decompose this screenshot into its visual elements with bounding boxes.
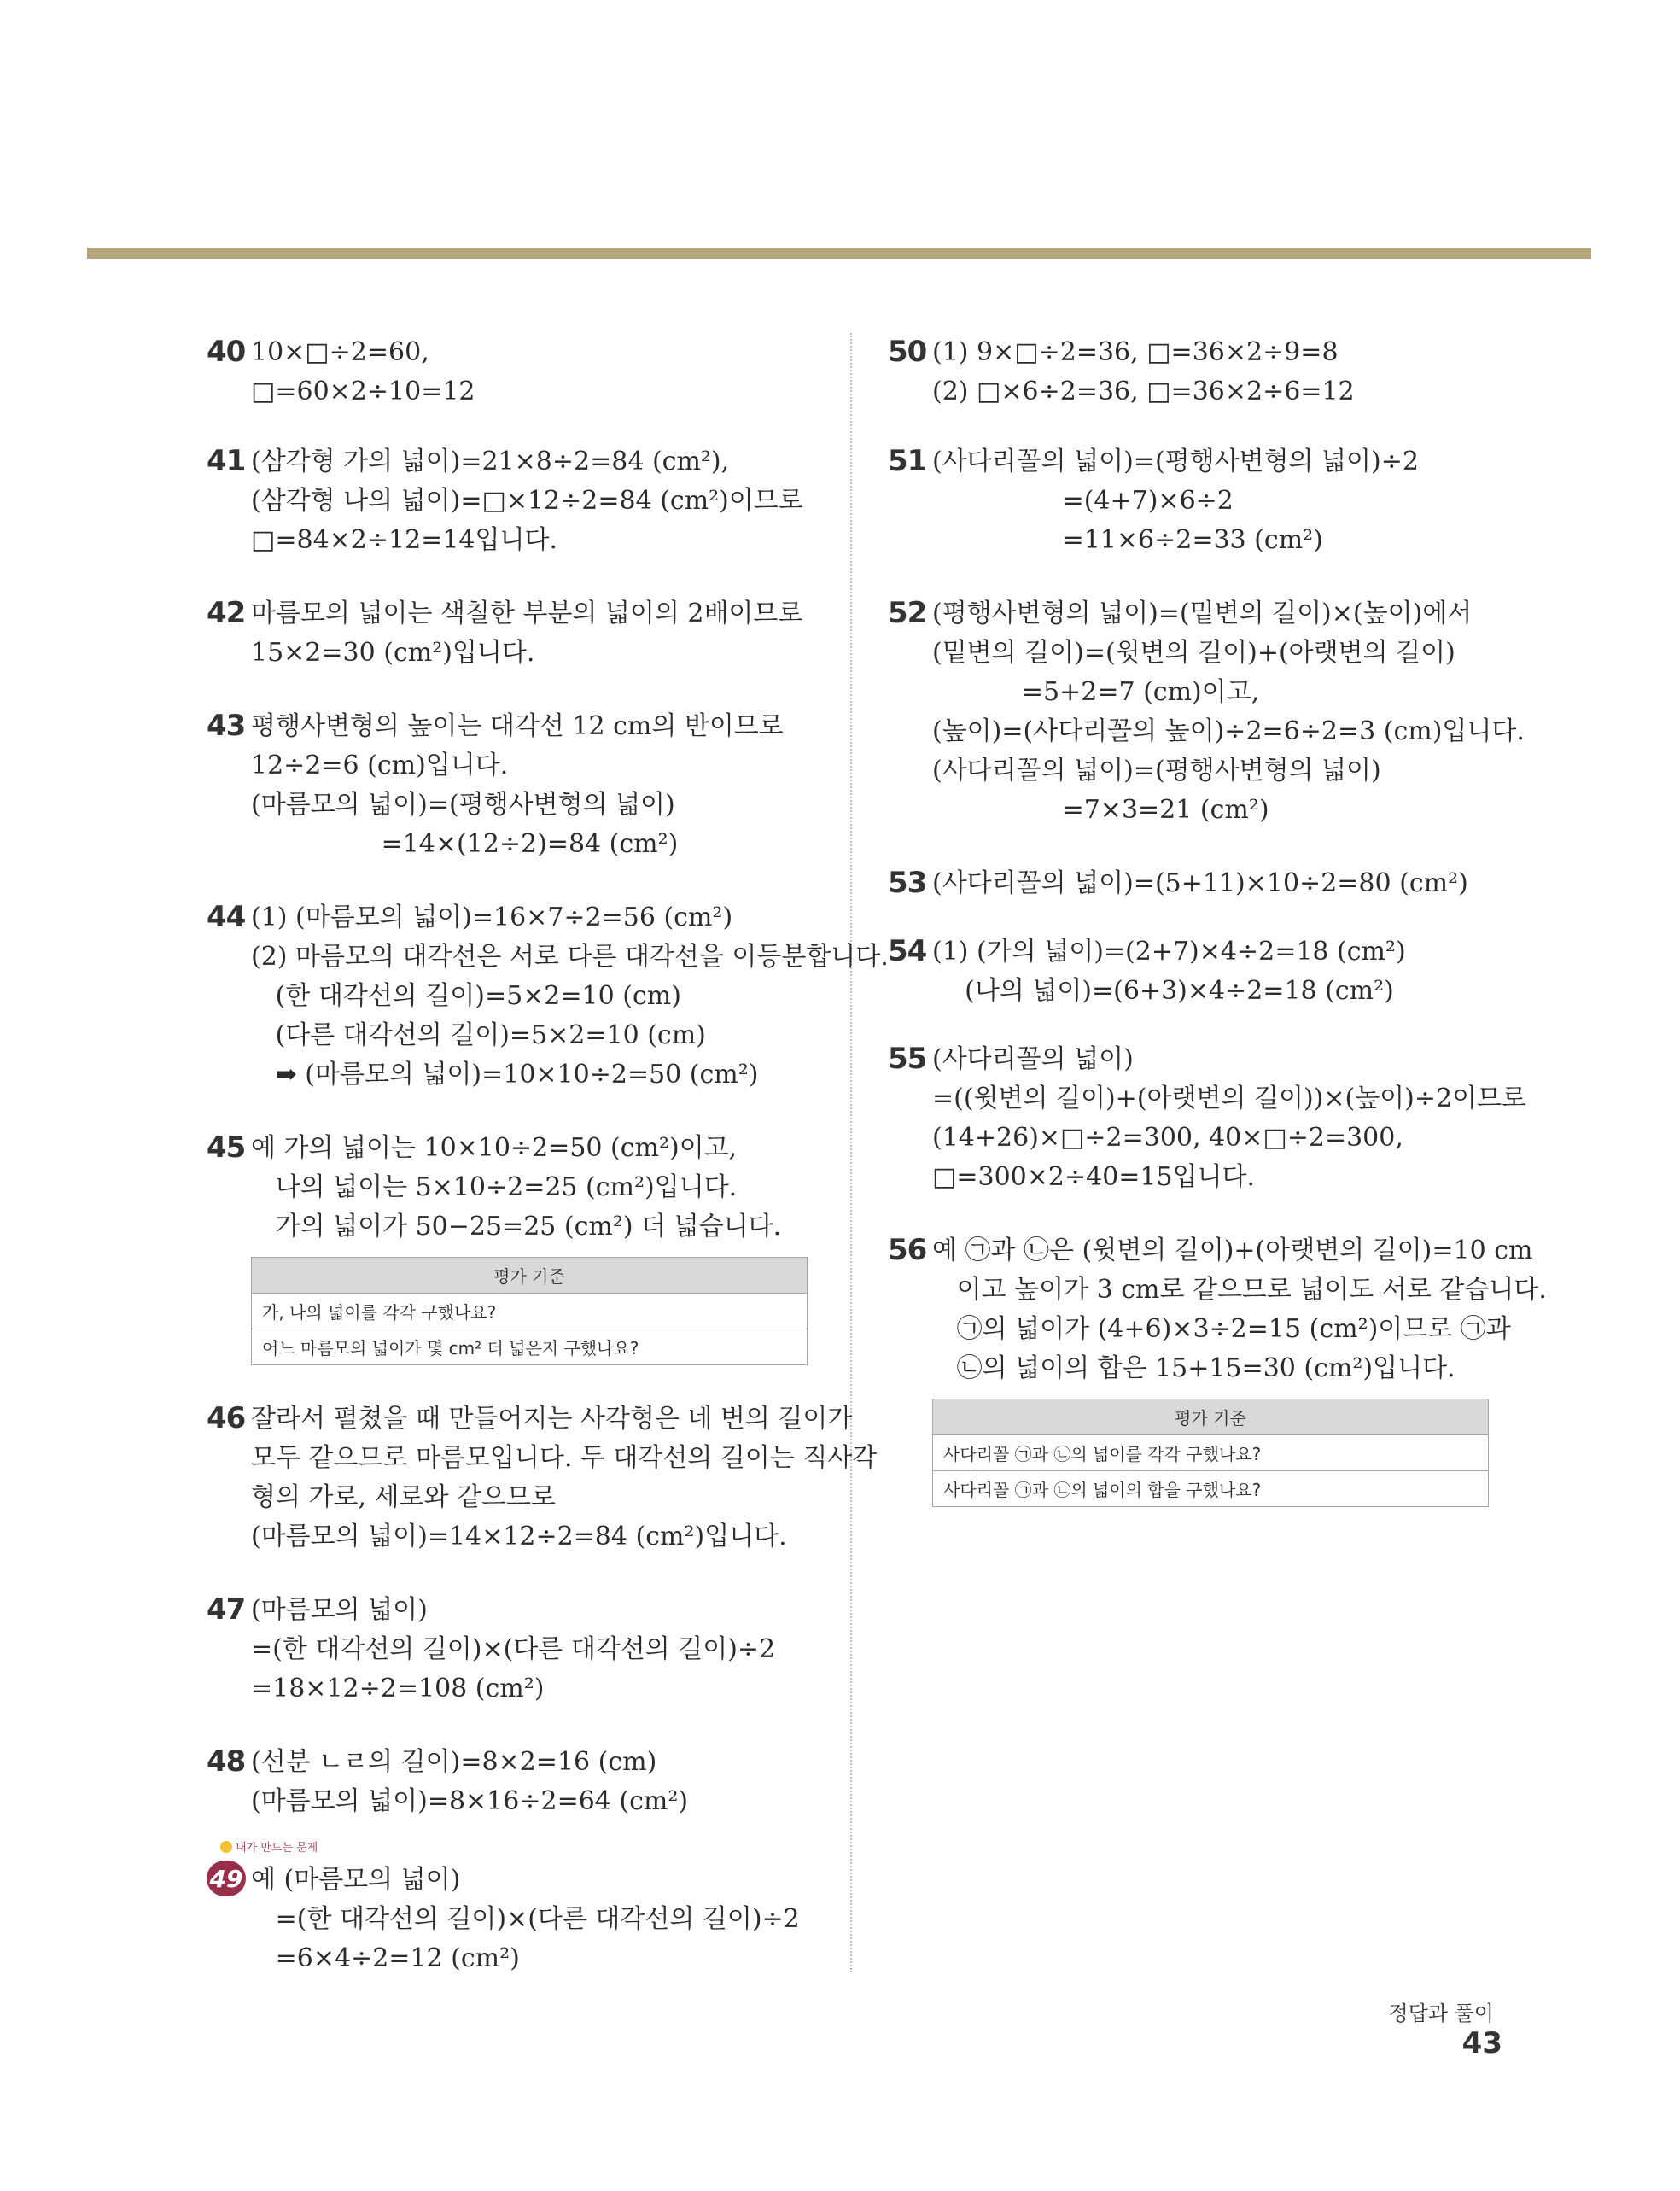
problem-48 [207, 1743, 821, 1821]
problem-body [251, 333, 821, 412]
smile-icon [220, 1841, 232, 1853]
solution-line: (2) 마름모의 대각선은 서로 다른 대각선을 이등분합니다. [251, 942, 889, 972]
solution-line: =(한 대각선의 길이)×(다른 대각선의 길이)÷2 [251, 1634, 776, 1664]
solution-line: 형의 가로, 세로와 같으므로 [251, 1482, 556, 1512]
problem-number: 42 [207, 596, 246, 630]
criteria-row [933, 1471, 1489, 1507]
page-number: 43 [1461, 2026, 1502, 2060]
header-rule [87, 248, 1591, 259]
problem-42 [207, 594, 821, 673]
problem-number: 46 [207, 1401, 246, 1435]
solution-line: (선분 ㄴㄹ의 길이)=8×2=16 (cm) [251, 1747, 657, 1777]
criteria-table [932, 1399, 1489, 1507]
solution-line: (밑변의 길이)=(윗변의 길이)+(아랫변의 길이) [932, 638, 1455, 668]
criteria-header-row [252, 1258, 808, 1294]
problem-number: 43 [207, 709, 246, 743]
criteria-row [252, 1329, 808, 1365]
problem-body [932, 333, 1545, 412]
problem-47 [207, 1591, 821, 1709]
solution-line: (1) 9×□÷2=36, □=36×2÷9=8 [932, 337, 1339, 367]
problem-number: 56 [888, 1233, 927, 1267]
problem-body [251, 1129, 821, 1247]
solution-line: (한 대각선의 길이)=5×2=10 (cm) [251, 981, 681, 1011]
criteria-header: 평가 기준 [252, 1258, 808, 1294]
criteria-row [933, 1435, 1489, 1471]
solution-line: =11×6÷2=33 (cm²) [932, 525, 1323, 555]
solution-line: 잘라서 펼쳤을 때 만들어지는 사각형은 네 변의 길이가 [251, 1404, 853, 1434]
criteria-item: 사다리꼴 ㉠과 ㉡의 넓이의 합을 구했나요? [933, 1471, 1489, 1507]
solution-line: 가의 넓이가 50−25=25 (cm²) 더 넓습니다. [251, 1212, 782, 1242]
problem-number: 50 [888, 335, 927, 369]
problem-number: 52 [888, 596, 927, 630]
problem-body [932, 932, 1545, 1011]
solution-line: (평행사변형의 넓이)=(밑변의 길이)×(높이)에서 [932, 599, 1473, 628]
problem-body [251, 594, 821, 673]
problem-number: 48 [207, 1744, 246, 1779]
problem-43 [207, 707, 821, 864]
solution-line: =14×(12÷2)=84 (cm²) [251, 829, 679, 859]
problem-50 [888, 333, 1545, 412]
solution-line: =(한 대각선의 길이)×(다른 대각선의 길이)÷2 [251, 1904, 800, 1934]
solution-line: (다른 대각선의 길이)=5×2=10 (cm) [251, 1020, 706, 1050]
problem-body [251, 442, 821, 560]
problem-46 [207, 1399, 878, 1557]
problem-body [251, 1743, 821, 1821]
problem-body [932, 1040, 1545, 1197]
right-column [888, 333, 1545, 1507]
problem-body [251, 1861, 821, 1978]
problem-49 [207, 1838, 821, 1978]
solution-line: (2) □×6÷2=36, □=36×2÷6=12 [932, 377, 1355, 406]
problem-54 [888, 932, 1545, 1011]
problem-44 [207, 898, 889, 1095]
solution-line: =18×12÷2=108 (cm²) [251, 1674, 545, 1703]
solution-line: 12÷2=6 (cm)입니다. [251, 751, 509, 780]
solution-line: (마름모의 넓이)=8×16÷2=64 (cm²) [251, 1786, 689, 1816]
problem-40 [207, 333, 821, 412]
solution-line: 모두 같으므로 마름모입니다. 두 대각선의 길이는 직사각 [251, 1443, 878, 1473]
footer-title: 정답과 풀이 [1388, 2001, 1494, 2025]
solution-line: □=84×2÷12=14입니다. [251, 525, 557, 555]
solution-line: (높이)=(사다리꼴의 높이)÷2=6÷2=3 (cm)입니다. [932, 716, 1525, 746]
problem-number: 47 [207, 1592, 246, 1627]
problem-number: 53 [888, 866, 927, 900]
solution-line: (사다리꼴의 넓이)=(평행사변형의 넓이) [932, 756, 1381, 786]
solution-line: 이고 높이가 3 cm로 같으므로 넓이도 서로 같습니다. [932, 1275, 1547, 1305]
solution-line: 나의 넓이는 5×10÷2=25 (cm²)입니다. [251, 1172, 738, 1202]
solution-line: =6×4÷2=12 (cm²) [251, 1943, 520, 1973]
solution-line: ㉡의 넓이의 합은 15+15=30 (cm²)입니다. [932, 1353, 1455, 1383]
solution-line: (1) (마름모의 넓이)=16×7÷2=56 (cm²) [251, 903, 733, 932]
problem-body [251, 1591, 821, 1709]
solution-line: 마름모의 넓이는 색칠한 부분의 넓이의 2배이므로 [251, 599, 803, 628]
solution-line: ㉠의 넓이가 (4+6)×3÷2=15 (cm²)이므로 ㉠과 [932, 1314, 1511, 1344]
solution-line: ➡ (마름모의 넓이)=10×10÷2=50 (cm²) [251, 1060, 759, 1090]
problem-56 [888, 1231, 1545, 1507]
solution-line: (마름모의 넓이)=14×12÷2=84 (cm²)입니다. [251, 1522, 787, 1551]
problem-45 [207, 1129, 821, 1365]
problem-number-badge: 49 [207, 1861, 246, 1896]
my-problem-label-text: 내가 만드는 문제 [236, 1842, 318, 1855]
problem-number: 55 [888, 1042, 927, 1076]
problem-body [932, 594, 1545, 830]
left-column [207, 333, 889, 1978]
left-problems [207, 333, 889, 1821]
problem-number: 51 [888, 444, 927, 478]
problem-body [932, 442, 1545, 560]
problem-number: 45 [207, 1131, 246, 1165]
page-footer [1349, 1996, 1502, 2060]
problem-body [251, 1399, 878, 1557]
problem-body [251, 707, 821, 864]
solution-line: =((윗변의 길이)+(아랫변의 길이))×(높이)÷2이므로 [932, 1084, 1527, 1113]
solution-line: (14+26)×□÷2=300, 40×□÷2=300, [932, 1123, 1403, 1153]
solution-line: =(4+7)×6÷2 [932, 486, 1234, 516]
solution-line: 평행사변형의 높이는 대각선 12 cm의 반이므로 [251, 711, 784, 741]
solution-line: (삼각형 나의 넓이)=□×12÷2=84 (cm²)이므로 [251, 486, 803, 516]
solution-line: □=60×2÷10=12 [251, 377, 475, 406]
solution-line: (사다리꼴의 넓이)=(5+11)×10÷2=80 (cm²) [932, 868, 1468, 898]
problem-55 [888, 1040, 1545, 1197]
problem-41 [207, 442, 821, 560]
problem-body [932, 1231, 1545, 1388]
problem-number: 41 [207, 444, 246, 478]
solution-line: (마름모의 넓이) [251, 1595, 428, 1625]
problem-number: 44 [207, 900, 246, 934]
criteria-row [252, 1294, 808, 1329]
solution-line: 예 (마름모의 넓이) [251, 1865, 461, 1895]
criteria-item: 어느 마름모의 넓이가 몇 cm² 더 넓은지 구했나요? [252, 1329, 808, 1365]
solution-line: (나의 넓이)=(6+3)×4÷2=18 (cm²) [932, 976, 1394, 1006]
problem-51 [888, 442, 1545, 560]
solution-line: (사다리꼴의 넓이) [932, 1044, 1134, 1074]
solution-line: (삼각형 가의 넓이)=21×8÷2=84 (cm²), [251, 447, 730, 476]
solution-line: 10×□÷2=60, [251, 337, 429, 367]
criteria-header-row [933, 1399, 1489, 1435]
right-problems [888, 333, 1545, 1507]
problem-number: 54 [888, 934, 927, 968]
problem-53 [888, 864, 1545, 903]
problem-body [932, 864, 1545, 903]
solution-line: 15×2=30 (cm²)입니다. [251, 638, 535, 668]
problem-body [251, 898, 889, 1095]
solution-line: □=300×2÷40=15입니다. [932, 1162, 1256, 1192]
criteria-item: 가, 나의 넓이를 각각 구했나요? [252, 1294, 808, 1329]
solution-line: 예 ㉠과 ㉡은 (윗변의 길이)+(아랫변의 길이)=10 cm [932, 1236, 1533, 1265]
criteria-item: 사다리꼴 ㉠과 ㉡의 넓이를 각각 구했나요? [933, 1435, 1489, 1471]
problem-52 [888, 594, 1545, 830]
solution-line: (1) (가의 넓이)=(2+7)×4÷2=18 (cm²) [932, 937, 1406, 967]
criteria-header: 평가 기준 [933, 1399, 1489, 1435]
solution-line: =7×3=21 (cm²) [932, 795, 1269, 825]
criteria-table [251, 1257, 808, 1365]
solution-line: (마름모의 넓이)=(평행사변형의 넓이) [251, 790, 675, 820]
my-problem-label [220, 1838, 318, 1855]
solution-line: 예 가의 넓이는 10×10÷2=50 (cm²)이고, [251, 1133, 738, 1163]
solution-line: (사다리꼴의 넓이)=(평행사변형의 넓이)÷2 [932, 447, 1419, 476]
problem-number: 40 [207, 335, 246, 369]
column-divider [850, 333, 852, 1972]
solution-line: =5+2=7 (cm)이고, [932, 677, 1260, 707]
